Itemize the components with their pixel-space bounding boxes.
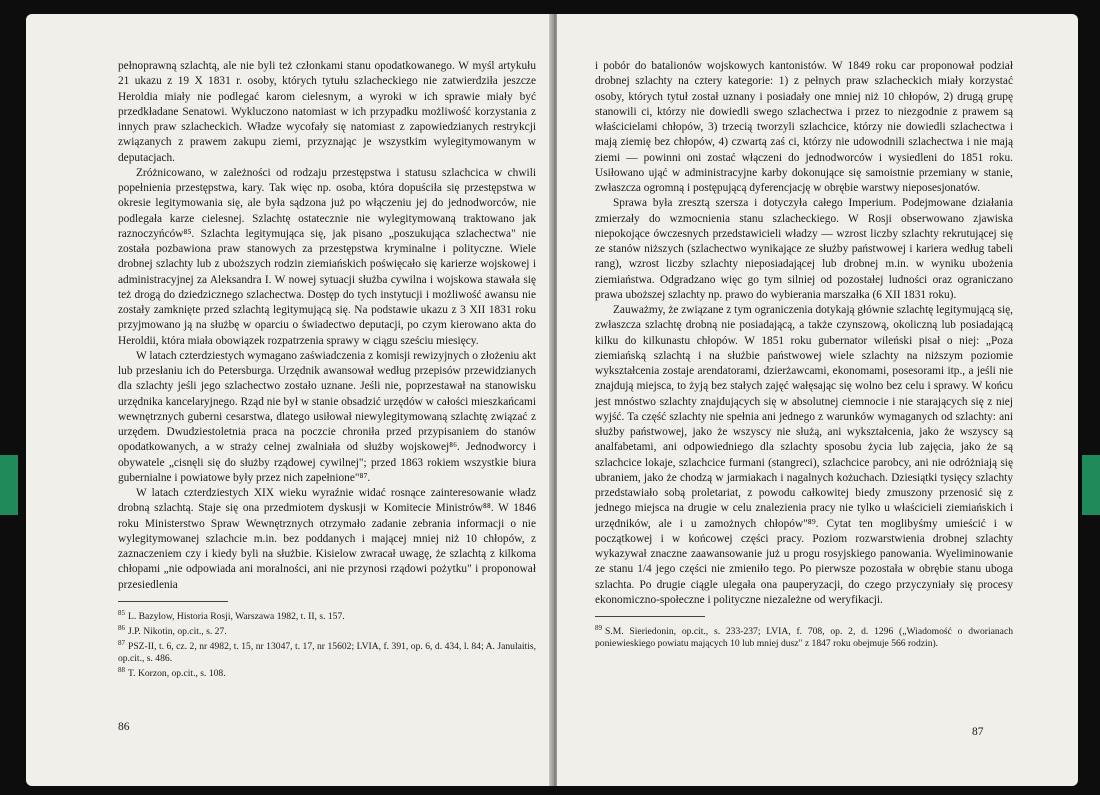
paragraph: Zróżnicowano, w zależności od rodzaju przestępstwa i statusu szlachcica w chwili popełnienia przestępstwa, kary. Tak więc np. osoba, która dopuściła się przestępstwa w okresie legitymowania się, ale była sądzona już po włączeniu jej do jednodworców, nie podlegała karze cielesnej. Szlachtę ostatecznie nie wylegitymowaną traktowano jak raznoczyńców⁸⁵. Szlachta legitymująca się, jak pisano „poszukująca szlachectwa" nie została pozbawiona praw stanowych za przestępstwa kryminalne i polityczne. Wiele drobnej szlachty lub z uboższych rodzin ziemiańskich poświęcało się karierze wojskowej i administracyjnej za Aleksandra I. W nowej sytuacji służba cywilna i wojskowa stawała się też drogą do dziedzicznego szlachectwa. Dostęp do tych instytucji i możliwość awansu nie zostały zamknięte przed szlachtą legitymującą się. Na podstawie ukazu z 3 XII 1831 roku przyjmowano ją na służbę w oparciu o świadectwo deputacji, po czym kierowano akta do Heroldii, która miała obowiązek rozpatrzenia sprawy w ciągu sześciu miesięcy. [118,166,536,347]
footnote [118,623,536,638]
scanner-edge-strip-right [1082,455,1100,515]
page-number: 87 [972,726,984,738]
footnote-number: 85 [118,608,125,617]
left-page [26,14,554,786]
footnote-number: 87 [118,638,125,647]
footnote-separator [595,616,705,617]
paragraph: Sprawa była zresztą szersza i dotyczyła całego Imperium. Podejmowane działania zmierzały do wzmocnienia stanu szlacheckiego. W Rosji obserwowano zjawiska niepokojące ówczesnych przedstawicieli władzy — wzrost liczby szlachty rekrutującej się ze stanów niższych (szlachectwo wynikające ze służby państwowej i kariera według tabeli rang), wzrost liczby szlachty nieposiadającej lub drobnej m.in. w wyniku ubożenia ziemiaństwa. Odgradzano więc go tym silniej od pozostałej ludności oraz ograniczano prawa uboższej szlachty np. prawo do wybierania marszałka (6 XII 1831 roku). [595,197,1013,301]
right-page [557,14,1078,786]
footnote-number: 86 [118,623,125,632]
footnote-number: 88 [118,665,125,674]
footnote-text: PSZ-II, t. 6, cz. 2, nr 4982, t. 15, nr 13047, t. 17, nr 15602; LVIA, f. 391, op. 6, d. 434, l. 84; A. Janulaitis, op.cit., s. 486. [118,640,536,664]
left-page-content [118,59,536,679]
right-page-content [595,59,1013,650]
page-number: 86 [118,721,130,733]
footnote-text: T. Korzon, op.cit., s. 108. [128,667,226,679]
footnote [595,623,1013,650]
footnote [118,638,536,665]
footnote [118,608,536,623]
footnote-text: L. Bazylow, Historia Rosji, Warszawa 1982, t. II, s. 157. [128,610,345,622]
paragraph: W latach czterdziestych wymagano zaświadczenia z komisji rewizyjnych o złożeniu akt lub przesłaniu ich do Petersburga. Urzędnik awansował według przepisów przewidzianych dla szlachty jeśli jego szlachectwo zostało uznane. Jeśli nie, poprzestawał na stanowisku urzędnika kancelaryjnego. Rząd nie był w stanie obsadzić urzędów w całości mieszkańcami wewnętrznych guberni cesarstwa, dlatego usiłował niewylegitymowaną szlachtę związać z urzędem. Dwudziestoletnia praca na poczcie chroniła przed przypisaniem do stanów opodatkowanych, a w straży celnej zwalniała od służby wojskowej⁸⁶. Jednodworcy i obywatele „cisnęli się do służby rządowej cywilnej"; przed 1863 rokiem wszystkie biura gubernialne i powiatowe były przez nich zapełnione"⁸⁷. [118,349,536,484]
paragraph: i pobór do batalionów wojskowych kantonistów. W 1849 roku car proponował podział drobnej szlachty na cztery kategorie: 1) z pełnych praw szlacheckich miały korzystać osoby, których tytuł został uznany i posiadały one mniej niż 10 chłopów, 2) drugą grupę stanowili ci, którzy nie dowiedli swego szlachectwa i przez to niezgodnie z prawem są właścicielami chłopów, 3) trzecią tworzyli szlachcice, którzy nie dowiedli szlachectwa i mają ziemię bez chłopów, 4) czwartą zaś ci, którzy nie udowodnili szlachectwa i nie mają ziemi — powinni oni zostać włączeni do jednodworców i wysiedleni do 1851 roku. Usiłowano ująć w administracyjne karby dokonujące się samoistnie przemiany w stanie, zwłaszcza ogromną i postępującą dyferencjację w obrębie warstwy nieposesjonatów. [595,60,1013,194]
footnote [118,665,536,680]
scanner-edge-strip-left [0,455,18,515]
paragraph: W latach czterdziestych XIX wieku wyraźnie widać rosnące zainteresowanie władz drobną szlachtą. Staje się ona przedmiotem dyskusji w Komitecie Ministrów⁸⁸. W 1846 roku Ministerstwo Spraw Wewnętrznych otrzymało zadanie zebrania informacji o nie wylegitymowanej szlachcie m.in. bez poddanych i mającej mniej niż 10 chłopów, z zaznaczeniem czy i kiedy byli na służbie. Kisielow zwracał uwagę, że szlachtą z kilkoma chłopami „nie odpowiada ani moralności, ani nie przynosi rządowi pożytku" i proponował przesiedlenia [118,487,536,591]
paragraph: Zauważmy, że związane z tym ograniczenia dotykają głównie szlachtę legitymującą się, zwłaszcza szlachtę drobną nie posiadającą, a także czynszową, okoliczną lub posiadającą kilku do kilkunastu chłopów. W 1851 roku gubernator wileński pisał o niej: „Poza ziemiańską szlachtą i na służbie państwowej wiele szlachty na niższym poziomie wykształcenia zostaje arendatorami, dzierżawcami, ekonomami, posesorami itp., a jeśli nie znajdują miejsca, to żyją bez stałych zajęć wałęsając się wolno bez celu i sprawy. W końcu jest mnóstwo szlachty znajdujących się w absolutnej ciemnocie i nie starających się z niej wyjść. Ta część szlachty nie spełnia ani jednego z warunków wymaganych od szlachty: ani służby państwowej, jako że wszyscy nie służą, ani wykształcenia, jako że wszyscy są analfabetami, ani odpowiedniego dla szlachty sposobu życia lub zajęcia, jako że są szlachcice lokaje, szlachcice furmani (stangreci), szlachcice parobcy, ani nie odróżniają się ubraniem, jako że chodzą w jarmiakach i nagalnych kożuchach. Dziesiątki tysięcy szlachty przedstawiało sobą proletariat, z powodu całkowitej biedy zmuszony przenosić się z jednego miejsca na drugie w celu znalezienia pracy nie tylko u właścicieli ziemiańskich i urzędników, ale i u zamożnych chłopów"⁸⁹. Cytat ten moglibyśmy umieścić i w początkowej i w końcowej części pracy. Poziom rozwarstwienia drobnej szlachty wykazywał znaczne zaawansowanie już u progu rosyjskiego panowania. Wyeliminowanie ze stanu 1/4 jego części nie zmieniło tego. Po pierwsze pozostała w obrębie stanu uboga szlachta. Po drugie ciągle ulegała ona pauperyzacji, do czego przyczyniały się procesy ekonomiczno-społeczne i polityczne niezależne od weryfikacji. [595,304,1013,606]
footnote-number: 89 [595,624,602,632]
paragraph: pełnoprawną szlachtą, ale nie byli też członkami stanu opodatkowanego. W myśl artykułu 21 ukazu z 19 X 1831 r. osoby, których tytułu szlacheckiego nie zatwierdziła jeszcze Heroldia miały nie podlegać karom cielesnym, a wyroki w ich sprawie miały być przedkładane Senatowi. Wykluczono natomiast w ich przypadku możliwość korzystania z innych praw szlacheckich. Władze wycofały się natomiast z zapowiedzianych restrykcji związanych z prawem zakupu ziemi, przyznając je wszystkim wylegitymowanym w deputacjach. [118,60,536,164]
footnote-separator [118,601,228,602]
footnote-text: J.P. Nikotin, op.cit., s. 27. [128,625,227,637]
footnote-text: S.M. Sieriedonin, op.cit., s. 233-237; LVIA, f. 708, op. 2, d. 1296 („Wiadomość o dworianach poniewieskiego powiatu mających 10 lub mniej dusz" z 1847 roku obejmuje 566 rodzin). [595,626,1013,649]
